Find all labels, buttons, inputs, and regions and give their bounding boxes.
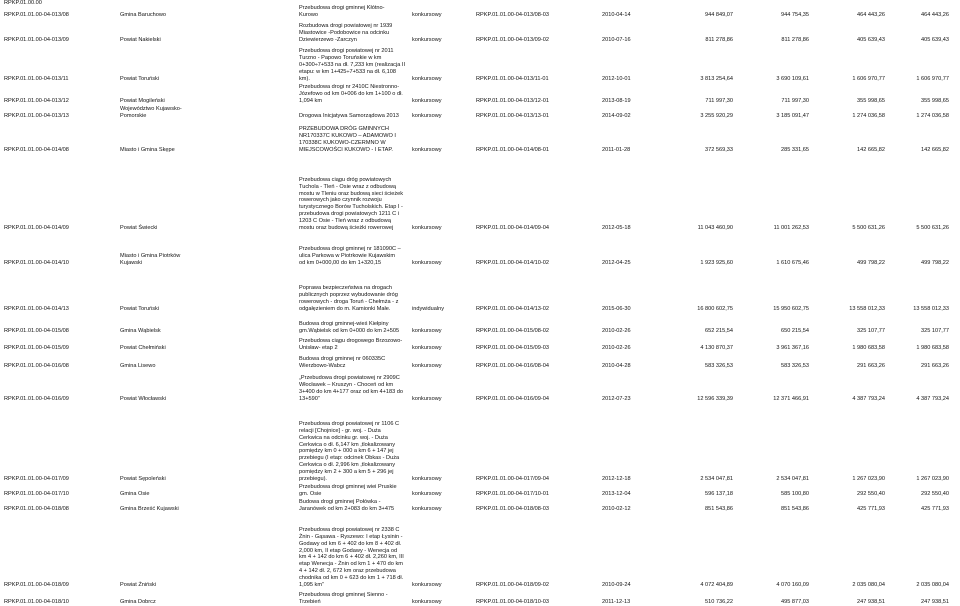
cell-id: RPKP.01.01.00-04-014/13: [4, 306, 69, 313]
table-row: [0, 46, 960, 83]
cell-date: 2015-06-30: [602, 306, 631, 313]
cell-id: RPKP.01.01.00-04-013/12: [4, 98, 69, 105]
cell-v3: 405 639,43: [857, 37, 885, 44]
cell-ben: Gmina Baruchowo: [120, 12, 167, 19]
cell-id: RPKP.01.01.00-04-016/08: [4, 363, 69, 370]
table-row: [0, 372, 960, 403]
cell-id: RPKP.01.01.00-04-018/08: [4, 506, 69, 513]
cell-ben: Powiat Żniński: [120, 582, 157, 589]
cell-date: 2012-10-01: [602, 76, 631, 83]
cell-ben: Miasto i Gmina Skępe: [120, 147, 175, 154]
cell-id: RPKP.01.01.00-04-018/10: [4, 599, 69, 606]
cell-title: Przebudowa drogi gminnej Kłótno- Kurowo: [299, 5, 385, 19]
cell-mode: konkursowy: [412, 76, 442, 83]
cell-v3: 499 798,22: [857, 260, 885, 267]
cell-ben: Gmina Dobrcz: [120, 599, 156, 606]
cell-v3: 4 387 793,24: [852, 396, 885, 403]
cell-v3: 1 980 683,58: [852, 345, 885, 352]
cell-id: RPKP.01.01.00-04-013/11: [4, 76, 69, 83]
cell-mode: konkursowy: [412, 599, 442, 606]
cell-v4: 1 274 036,58: [916, 113, 949, 120]
cell-v2: 3 690 109,61: [776, 76, 809, 83]
cell-title: Przebudowa drogi gminnej wiei Pruskie gm. Osie: [299, 484, 397, 498]
cell-v1: 510 736,22: [705, 599, 733, 606]
cell-v4: 1 980 683,58: [916, 345, 949, 352]
cell-ben: Powiat Chełmiński: [120, 345, 166, 352]
cell-proj: RPKP.01.01.00-04-017/10-01: [476, 491, 549, 498]
cell-mode: konkursowy: [412, 328, 442, 335]
cell-v4: 5 500 631,26: [916, 225, 949, 232]
cell-v2: 285 331,65: [781, 147, 809, 154]
cell-v1: 711 997,30: [705, 98, 733, 105]
cell-id: RPKP.01.01.00-04-016/09: [4, 396, 69, 403]
cell-proj: RPKP.01.01.00-04-016/08-04: [476, 363, 549, 370]
cell-date: 2012-12-18: [602, 476, 631, 483]
cell-v4: 1 606 970,77: [916, 76, 949, 83]
table-row: [0, 591, 960, 606]
cell-proj: RPKP.01.01.00-04-013/13-01: [476, 113, 549, 120]
cell-date: 2010-09-24: [602, 582, 631, 589]
cell-date: 2010-04-14: [602, 12, 631, 19]
table-row: [0, 107, 960, 120]
cell-v4: 292 550,40: [921, 491, 949, 498]
cell-title: Budowa drogi gminnej-wieś Kiełpiny gm.Wąbielsk od km 0+000 do km 2+505: [299, 321, 400, 335]
cell-id: RPKP.01.01.00-04-013/08: [4, 12, 69, 19]
cell-id: RPKP.01.01.00-04-014/10: [4, 260, 69, 267]
cell-v3: 1 606 970,77: [852, 76, 885, 83]
cell-v3: 1 267 023,90: [852, 476, 885, 483]
cell-v4: 291 663,26: [921, 363, 949, 370]
cell-mode: konkursowy: [412, 225, 442, 232]
cell-v1: 851 543,86: [705, 506, 733, 513]
cell-v2: 583 326,53: [781, 363, 809, 370]
cell-v4: 4 387 793,24: [916, 396, 949, 403]
table-row: [0, 500, 960, 513]
cell-v3: 292 550,40: [857, 491, 885, 498]
cell-id: RPKP.01.01.00-04-017/09: [4, 476, 69, 483]
cell-mode: konkursowy: [412, 582, 442, 589]
cell-date: 2013-08-19: [602, 98, 631, 105]
cell-proj: RPKP.01.01.00-04-013/11-01: [476, 76, 549, 83]
cell-proj: RPKP.01.01.00-04-013/09-02: [476, 37, 549, 44]
cell-v4: 355 998,65: [921, 98, 949, 105]
cell-mode: konkursowy: [412, 113, 442, 120]
cell-v3: 1 274 036,58: [852, 113, 885, 120]
cell-v2: 650 215,54: [781, 328, 809, 335]
cell-proj: RPKP.01.01.00-04-016/09-04: [476, 396, 549, 403]
cell-v3: 325 107,77: [857, 328, 885, 335]
cell-v1: 11 043 460,90: [697, 225, 733, 232]
cell-v4: 2 035 080,04: [916, 582, 949, 589]
cell-v1: 4 130 870,37: [700, 345, 733, 352]
cell-mode: konkursowy: [412, 345, 442, 352]
cell-proj: RPKP.01.01.00-04-018/09-02: [476, 582, 549, 589]
cell-title: Budowa drogi gminnej Połówka - Jaranówek od km 2+083 do km 3+475: [299, 499, 395, 513]
cell-mode: konkursowy: [412, 98, 442, 105]
cell-id: RPKP.01.01.00-04-014/09: [4, 225, 69, 232]
cell-date: 2012-05-18: [602, 225, 631, 232]
cell-ben: Powiat Toruński: [120, 306, 160, 313]
program-code: RPKP.01.00.00: [4, 0, 42, 6]
cell-proj: RPKP.01.01.00-04-014/13-02: [476, 306, 549, 313]
cell-v3: 291 663,26: [857, 363, 885, 370]
cell-proj: RPKP.01.01.00-04-013/08-03: [476, 12, 549, 19]
cell-mode: konkursowy: [412, 476, 442, 483]
cell-v4: 142 665,82: [921, 147, 949, 154]
table-row: [0, 167, 960, 232]
cell-v2: 851 543,86: [781, 506, 809, 513]
cell-ben: Powiat Mogileński: [120, 98, 165, 105]
table-row: [0, 337, 960, 352]
cell-v1: 944 849,07: [705, 12, 733, 19]
cell-date: 2010-02-26: [602, 328, 631, 335]
cell-mode: konkursowy: [412, 506, 442, 513]
cell-ben: Powiat Sępoleński: [120, 476, 166, 483]
cell-id: RPKP.01.01.00-04-015/08: [4, 328, 69, 335]
cell-title: Przebudowa drogi gminnej nr 181090C – ulica Parkowa w Piotrkowie Kujawskim od km 0+000,00 do km 1+320,15: [299, 246, 401, 267]
cell-v2: 11 001 262,53: [773, 225, 809, 232]
cell-v3: 425 771,93: [857, 506, 885, 513]
table-row: [0, 2, 960, 19]
cell-date: 2012-07-23: [602, 396, 631, 403]
table-row: [0, 485, 960, 498]
cell-v2: 585 100,80: [781, 491, 809, 498]
cell-v4: 425 771,93: [921, 506, 949, 513]
cell-v1: 3 255 920,29: [700, 113, 733, 120]
cell-date: 2010-02-12: [602, 506, 631, 513]
cell-v2: 12 371 466,91: [773, 396, 809, 403]
cell-v3: 2 035 080,04: [852, 582, 885, 589]
cell-v1: 811 278,86: [705, 37, 733, 44]
cell-mode: konkursowy: [412, 260, 442, 267]
cell-id: RPKP.01.01.00-04-013/13: [4, 113, 69, 120]
cell-title: „Przebudowa drogi powiatowej nr 2909C Włocławek – Kruszyn - Choceń od km 3+400 do km 4+177 oraz od km 4+183 do 13+590”: [299, 375, 404, 403]
cell-title: Budowa drogi gminnej nr 060335C Wierzbowo-Wabcz: [299, 356, 386, 370]
cell-v4: 464 443,26: [921, 12, 949, 19]
cell-v2: 944 754,35: [781, 12, 809, 19]
cell-date: 2010-02-26: [602, 345, 631, 352]
cell-v4: 499 798,22: [921, 260, 949, 267]
cell-title: Przebudowa ciągu dróg powiatowych Tuchola - Tleń - Osie wraz z odbudową mostu w Tleniu oraz budową sieci ścieżek rowerowych jako czynnik rozwoju turystycznego Borów Tucholskich. Etap I - przebudowa drogi powiatowych 1211 C i 1203 C Osie - Tleń wraz z odbudową mostu oraz budową ścieżki rowerowej: [299, 176, 404, 232]
cell-v4: 13 558 012,33: [913, 306, 949, 313]
cell-proj: RPKP.01.01.00-04-018/10-03: [476, 599, 549, 606]
cell-v2: 4 070 160,09: [776, 582, 809, 589]
cell-v3: 13 558 012,33: [849, 306, 885, 313]
cell-v1: 583 326,53: [705, 363, 733, 370]
cell-mode: konkursowy: [412, 363, 442, 370]
cell-v3: 142 665,82: [857, 147, 885, 154]
cell-ben: Powiat Toruński: [120, 76, 160, 83]
cell-date: 2013-12-04: [602, 491, 631, 498]
cell-v2: 2 534 047,81: [776, 476, 809, 483]
cell-ben: Gmina Wąbielsk: [120, 328, 161, 335]
cell-title: PRZEBUDOWA DRÓG GMINNYCH NR170337C KUKOWO – ADAMOWO I 170338C KUKOWO-CZERMNO W MIEJSCOWOŚCI KUKOWO - I ETAP.: [299, 126, 396, 154]
cell-v2: 711 997,30: [781, 98, 809, 105]
cell-date: 2014-09-02: [602, 113, 631, 120]
cell-proj: RPKP.01.01.00-04-014/08-01: [476, 147, 549, 154]
cell-proj: RPKP.01.01.00-04-014/10-02: [476, 260, 549, 267]
cell-ben: Gmina Brześć Kujawski: [120, 506, 179, 513]
cell-ben: Gmina Lisewo: [120, 363, 156, 370]
cell-ben: Miasto i Gmina Piotrków Kujawski: [120, 253, 181, 267]
cell-v1: 652 215,54: [705, 328, 733, 335]
cell-proj: RPKP.01.01.00-04-018/08-03: [476, 506, 549, 513]
cell-ben: Województwo Kujawsko- Pomorskie: [120, 106, 182, 120]
cell-title: Poprawa bezpieczeństwa na drogach publicznych poprzez wybudowanie dróg rowerowych - droga Toruń - Chełmża - z odgałęzieniem do m. Kamionki Małe.: [299, 285, 399, 313]
cell-mode: indywidualny: [412, 306, 445, 313]
cell-date: 2012-04-25: [602, 260, 631, 267]
cell-v2: 15 950 602,75: [773, 306, 809, 313]
cell-id: RPKP.01.01.00-04-017/10: [4, 491, 69, 498]
table-row: [0, 85, 960, 105]
cell-title: Przebudowa drogi powiatowej nr 1106 C relacji [Chojnice] - gr. woj. - Duża Cerkwica na odcinku gr. woj. - Duża Cerkwica o dł. 6,147 km ,tlokalizowany pomiędzy km 0 + 000 a km 6 + 147 jej przebiegu (I etap: odcinek Obkas - Duża Cerkwica o dł. 2,996 km ,tlokalizowany pomiędzy km 2 + 300 a km 5 + 296 jej przebiegu).: [299, 420, 400, 483]
cell-title: Drogowa Inicjatywa Samorządowa 2013: [299, 113, 399, 120]
cell-title: Przebudowa drogi powiatowej nr 2338 C Żnin - Gąsawa - Ryszewo: I etap Łysinin - Godawy od km 6 + 402 do km 8 + 402 dł. 2,000 km, II etap Godawy - Wenecja od km 4 + 142 do km 6 + 402 dł. 2,260 km, III etap Wenecja - Żnin od km 1 + 470 do km 4 + 142 dł. 2, 672 km oraz przebudowa chodnika od km 0 + 623 do km 1 + 718 dł. 1,095 km”: [299, 526, 404, 589]
cell-id: RPKP.01.01.00-04-015/09: [4, 345, 69, 352]
cell-title: Przebudowa drogi gminnej Sienno - Trzebień: [299, 592, 388, 606]
cell-v1: 596 137,18: [705, 491, 733, 498]
cell-id: RPKP.01.01.00-04-014/08: [4, 147, 69, 154]
cell-mode: konkursowy: [412, 12, 442, 19]
cell-v1: 2 534 047,81: [700, 476, 733, 483]
table-row: [0, 319, 960, 335]
cell-v3: 355 998,65: [857, 98, 885, 105]
cell-date: 2011-01-28: [602, 147, 631, 154]
cell-v3: 5 500 631,26: [852, 225, 885, 232]
cell-proj: RPKP.01.01.00-04-014/09-04: [476, 225, 549, 232]
cell-v1: 16 800 602,75: [697, 306, 733, 313]
cell-v2: 1 610 675,46: [776, 260, 809, 267]
cell-date: 2010-07-16: [602, 37, 631, 44]
cell-id: RPKP.01.01.00-04-018/09: [4, 582, 69, 589]
cell-id: RPKP.01.01.00-04-013/09: [4, 37, 69, 44]
cell-v2: 495 877,03: [781, 599, 809, 606]
cell-v2: 3 185 091,47: [776, 113, 809, 120]
table-row: [0, 515, 960, 589]
cell-mode: konkursowy: [412, 491, 442, 498]
cell-mode: konkursowy: [412, 396, 442, 403]
cell-ben: Powiat Włocławski: [120, 396, 167, 403]
cell-v2: 3 961 367,16: [776, 345, 809, 352]
cell-proj: RPKP.01.01.00-04-017/09-04: [476, 476, 549, 483]
cell-v2: 811 278,86: [781, 37, 809, 44]
cell-v1: 1 923 925,60: [700, 260, 733, 267]
cell-ben: Powiat Nakielski: [120, 37, 161, 44]
cell-title: Przebudowa drogi nr 2410C Niestronno- Józefowo od km 0+006 do km 1+100 o dł. 1,094 km: [299, 84, 403, 105]
cell-v4: 405 639,43: [921, 37, 949, 44]
table-row: [0, 21, 960, 44]
cell-title: Przebudowa ciągu drogowego Brzozowo- Unisław- etap 2: [299, 338, 403, 352]
table-row: [0, 280, 960, 313]
cell-ben: Gmina Osie: [120, 491, 150, 498]
cell-v1: 372 569,33: [705, 147, 733, 154]
cell-title: Rozbudowa drogi powiatowej nr 1939 Miastowice -Podobowice na odcinku Dziewierzewo -Zarczyn: [299, 23, 393, 44]
cell-date: 2011-12-13: [602, 599, 631, 606]
cell-proj: RPKP.01.01.00-04-015/09-03: [476, 345, 549, 352]
cell-v4: 325 107,77: [921, 328, 949, 335]
cell-ben: Powiat Świecki: [120, 225, 158, 232]
cell-v1: 3 813 254,64: [700, 76, 733, 83]
cell-title: Przebudowa drogi powiatowej nr 2011 Turzno - Papowo Toruńskie w km 0+300÷7+533 na dł. 7,233 km (realizacja II etapu: w km 1+425÷7+533 na dł. 6,108 km).: [299, 48, 405, 83]
cell-v4: 247 938,51: [921, 599, 949, 606]
table-row: [0, 405, 960, 483]
table-row: [0, 354, 960, 370]
cell-v3: 464 443,26: [857, 12, 885, 19]
cell-v4: 1 267 023,90: [916, 476, 949, 483]
cell-date: 2010-04-28: [602, 363, 631, 370]
cell-mode: konkursowy: [412, 147, 442, 154]
table-row: [0, 122, 960, 154]
cell-proj: RPKP.01.01.00-04-013/12-01: [476, 98, 549, 105]
cell-mode: konkursowy: [412, 37, 442, 44]
cell-v1: 4 072 404,89: [700, 582, 733, 589]
cell-v3: 247 938,51: [857, 599, 885, 606]
table-row: [0, 234, 960, 267]
cell-v1: 12 596 339,39: [697, 396, 733, 403]
cell-proj: RPKP.01.01.00-04-015/08-02: [476, 328, 549, 335]
